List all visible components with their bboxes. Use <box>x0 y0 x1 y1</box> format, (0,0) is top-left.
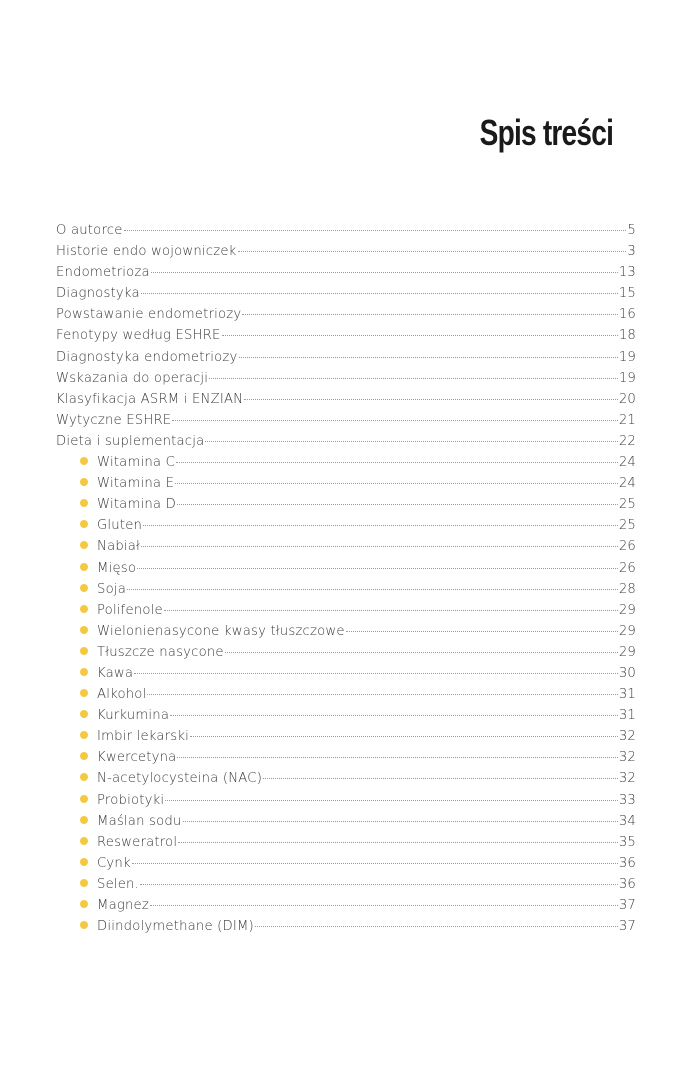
bullet-icon <box>80 563 88 571</box>
dot-leader <box>143 525 618 526</box>
toc-entry-label: Tłuszcze nasycone <box>97 644 224 660</box>
bullet-icon <box>80 478 88 486</box>
toc-page-number: 31 <box>618 687 636 703</box>
dot-leader <box>255 926 618 927</box>
toc-entry-label: Dieta i suplementacja <box>56 433 205 449</box>
dot-leader <box>164 610 618 611</box>
toc-page-number: 32 <box>618 729 636 745</box>
dot-leader <box>150 905 618 906</box>
bullet-icon <box>80 816 88 824</box>
dot-leader <box>178 842 618 843</box>
bullet-icon <box>80 921 88 929</box>
toc-page-number: 25 <box>618 497 636 513</box>
toc-page-number: 22 <box>618 433 636 449</box>
toc-entry[interactable] <box>56 283 636 304</box>
toc-subentry[interactable] <box>56 642 636 663</box>
toc-subentry[interactable] <box>56 558 636 579</box>
toc-entry-label: N-acetylocysteina (NAC) <box>97 771 263 787</box>
dot-leader <box>141 546 618 547</box>
toc-page-number: 20 <box>618 391 636 407</box>
toc-entry-label: Polifenole <box>97 602 163 618</box>
dot-leader <box>225 652 618 653</box>
toc-entry-label: Klasyfikacja ASRM i ENZIAN <box>56 391 244 407</box>
toc-entry[interactable] <box>56 368 636 389</box>
toc-page-number: 30 <box>618 665 636 681</box>
toc-entry-label: Witamina C <box>97 455 176 471</box>
toc-page-number: 34 <box>618 813 636 829</box>
dot-leader <box>132 863 618 864</box>
toc-entry-label: Wielonienasycone kwasy tłuszczowe <box>97 623 345 639</box>
toc-subentry[interactable] <box>56 811 636 832</box>
dot-leader <box>127 589 618 590</box>
toc-page-number: 37 <box>618 919 636 935</box>
dot-leader <box>263 778 618 779</box>
toc-page-number: 19 <box>618 370 636 386</box>
dot-leader <box>141 293 618 294</box>
bullet-icon <box>80 668 88 676</box>
toc-page-number: 35 <box>618 834 636 850</box>
bullet-icon <box>80 710 88 718</box>
toc-entry[interactable] <box>56 304 636 325</box>
dot-leader <box>147 694 617 695</box>
bullet-icon <box>80 499 88 507</box>
toc-page-number: 19 <box>618 349 636 365</box>
toc-entry-label: Alkohol <box>97 687 147 703</box>
toc-entry[interactable] <box>56 262 636 283</box>
bullet-icon <box>80 541 88 549</box>
toc-page-number: 32 <box>618 771 636 787</box>
dot-leader <box>177 504 618 505</box>
dot-leader <box>239 357 618 358</box>
toc-entry-label: Diagnostyka <box>56 286 140 302</box>
toc-entry-label: O autorce <box>56 223 123 238</box>
toc-entry[interactable] <box>56 325 636 346</box>
toc-subentry[interactable] <box>56 536 636 557</box>
toc-subentry[interactable] <box>56 895 636 916</box>
toc-entry-label: Witamina D <box>97 497 176 513</box>
toc-entry-label: Diagnostyka endometriozy <box>56 349 238 365</box>
toc-entry-label: Diindolymethane (DIM) <box>97 919 254 935</box>
toc-subentry[interactable] <box>56 853 636 874</box>
toc-page-number: 3 <box>627 244 636 260</box>
toc-page-number: 33 <box>618 792 636 808</box>
toc-entry-label: Imbir lekarski <box>97 729 190 745</box>
toc-page-number: 24 <box>618 476 636 492</box>
dot-leader <box>183 821 618 822</box>
toc-subentry[interactable] <box>56 790 636 811</box>
toc-subentry[interactable] <box>56 832 636 853</box>
toc-entry-label: Resweratrol <box>97 834 178 850</box>
toc-subentry[interactable] <box>56 747 636 768</box>
bullet-icon <box>80 752 88 760</box>
page-title: Spis treści <box>479 112 613 153</box>
dot-leader <box>238 251 627 252</box>
toc-entry[interactable] <box>56 410 636 431</box>
toc-entry[interactable] <box>56 431 636 452</box>
toc-entry-label: Wskazania do operacji <box>56 370 209 386</box>
toc-entry-label: Maślan sodu <box>97 813 182 829</box>
dot-leader <box>177 757 617 758</box>
dot-leader <box>140 884 618 885</box>
bullet-icon <box>80 795 88 803</box>
toc-entry-label: Historie endo wojowniczek <box>56 244 237 260</box>
toc-subentry[interactable] <box>56 663 636 684</box>
toc-page-number: 16 <box>618 307 636 323</box>
toc-page-number: 18 <box>618 328 636 344</box>
toc-page-number: 13 <box>618 265 636 281</box>
toc-page-number: 36 <box>618 855 636 871</box>
dot-leader <box>346 631 618 632</box>
toc-entry[interactable] <box>56 347 636 368</box>
dot-leader <box>176 462 618 463</box>
toc-entry-label: Kurkumina <box>97 708 170 724</box>
toc-entry-label: Witamina E <box>97 476 175 492</box>
toc-subentry[interactable] <box>56 768 636 789</box>
toc-page-number: 26 <box>618 539 636 555</box>
toc-entry-label: Selen. <box>97 876 140 892</box>
dot-leader <box>242 314 617 315</box>
dot-leader <box>124 230 627 231</box>
toc-entry-label: Probiotyki <box>97 792 165 808</box>
bullet-icon <box>80 605 88 613</box>
toc-page-number: 32 <box>618 750 636 766</box>
toc-subentry[interactable] <box>56 684 636 705</box>
bullet-icon <box>80 731 88 739</box>
toc-subentry[interactable] <box>56 726 636 747</box>
toc-entry-label: Endometrioza <box>56 265 150 281</box>
toc-subentry[interactable] <box>56 705 636 726</box>
bullet-icon <box>80 626 88 634</box>
toc-page-number: 29 <box>618 602 636 618</box>
dot-leader <box>137 568 618 569</box>
toc-page-number: 25 <box>618 518 636 534</box>
bullet-icon <box>80 647 88 655</box>
toc-entry[interactable] <box>56 220 636 241</box>
dot-leader <box>244 399 618 400</box>
toc-page-number: 29 <box>618 623 636 639</box>
dot-leader <box>165 800 618 801</box>
toc-page-number: 36 <box>618 876 636 892</box>
toc-subentry[interactable] <box>56 621 636 642</box>
bullet-icon <box>80 900 88 908</box>
toc-subentry[interactable] <box>56 515 636 536</box>
bullet-icon <box>80 584 88 592</box>
bullet-icon <box>80 858 88 866</box>
dot-leader <box>151 272 618 273</box>
bullet-icon <box>80 457 88 465</box>
toc-page-number: 28 <box>618 581 636 597</box>
toc-page-number: 24 <box>618 455 636 471</box>
toc-subentry[interactable] <box>56 452 636 473</box>
toc-entry-label: Mięso <box>97 560 137 576</box>
dot-leader <box>175 483 618 484</box>
toc-page-number: 26 <box>618 560 636 576</box>
toc-entry-label: Gluten <box>97 518 143 534</box>
toc-subentry[interactable] <box>56 579 636 600</box>
bullet-icon <box>80 837 88 845</box>
toc-entry-label: Cynk <box>97 855 131 871</box>
dot-leader <box>205 441 617 442</box>
toc-entry-label: Kwercetyna <box>97 750 177 766</box>
toc-page-number: 5 <box>627 223 636 238</box>
toc-subentry[interactable] <box>56 473 636 494</box>
toc-entry[interactable] <box>56 241 636 262</box>
dot-leader <box>172 420 617 421</box>
bullet-icon <box>80 879 88 887</box>
toc-subentry[interactable] <box>56 494 636 515</box>
bullet-icon <box>80 520 88 528</box>
toc-entry-label: Fenotypy według ESHRE <box>56 328 221 344</box>
toc-entry-label: Wytyczne ESHRE <box>56 412 172 428</box>
dot-leader <box>209 378 618 379</box>
toc-page-number: 29 <box>618 644 636 660</box>
toc-entry-label: Powstawanie endometriozy <box>56 307 242 323</box>
bullet-icon <box>80 689 88 697</box>
dot-leader <box>170 715 618 716</box>
toc-subentry[interactable] <box>56 600 636 621</box>
dot-leader <box>190 736 618 737</box>
toc-entry-label: Magnez <box>97 898 149 913</box>
table-of-contents <box>56 220 636 937</box>
toc-entry-label: Nabiał <box>97 539 141 555</box>
toc-subentry[interactable] <box>56 916 636 937</box>
dot-leader <box>222 335 618 336</box>
toc-page-number: 37 <box>618 898 636 913</box>
toc-page-number: 31 <box>618 708 636 724</box>
toc-entry[interactable] <box>56 389 636 410</box>
bullet-icon <box>80 773 88 781</box>
toc-entry-label: Kawa <box>97 665 134 681</box>
toc-subentry[interactable] <box>56 874 636 895</box>
dot-leader <box>134 673 618 674</box>
toc-entry-label: Soja <box>97 581 126 597</box>
toc-page-number: 15 <box>618 286 636 302</box>
toc-page-number: 21 <box>618 412 636 428</box>
